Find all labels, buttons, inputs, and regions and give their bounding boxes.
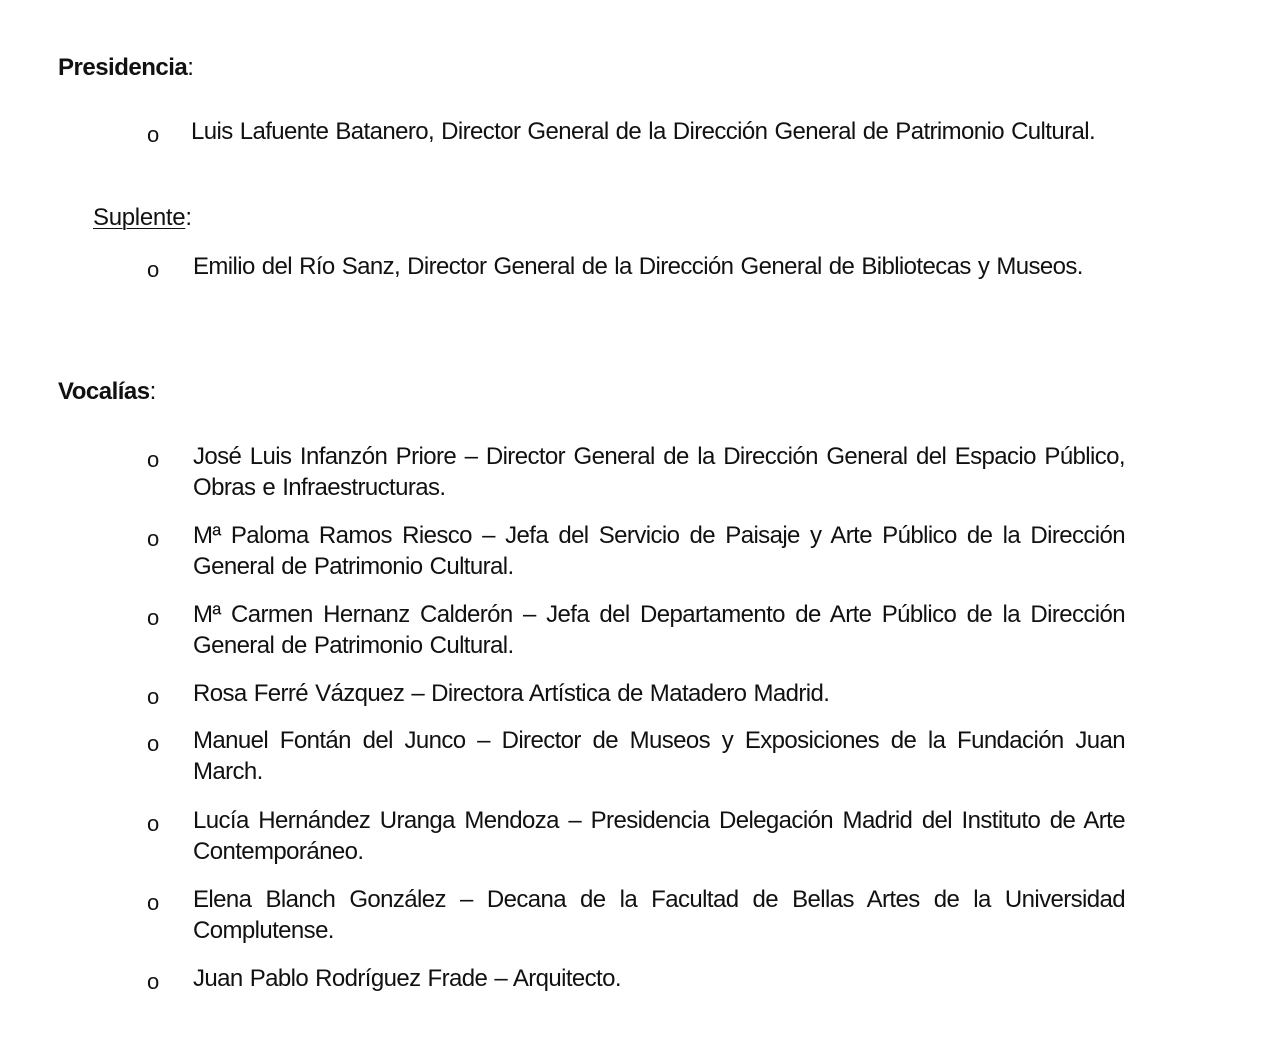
suplente-heading-colon: : xyxy=(185,204,192,231)
suplente-heading-label: Suplente xyxy=(93,204,186,231)
vocalia-entry: Elena Blanch González – Decana de la Facultad de Bellas Artes de la Universidad Complutense. xyxy=(193,886,1125,944)
vocalias-heading xyxy=(58,377,156,407)
presidencia-heading xyxy=(58,53,193,83)
suplente-entry: Emilio del Río Sanz, Director General de la Dirección General de Bibliotecas y Museos. xyxy=(193,253,1083,280)
presidencia-heading-colon: : xyxy=(187,54,194,81)
presidencia-heading-label: Presidencia xyxy=(58,54,188,81)
list-bullet: o xyxy=(147,731,160,756)
vocalia-entry: Mª Carmen Hernanz Calderón – Jefa del Departamento de Arte Público de la Dirección General de Patrimonio Cultural. xyxy=(193,601,1125,659)
vocalias-heading-label: Vocalías xyxy=(58,378,150,405)
list-bullet: o xyxy=(147,257,160,282)
vocalia-entry: Lucía Hernández Uranga Mendoza – Presidencia Delegación Madrid del Instituto de Arte Contemporáneo. xyxy=(193,807,1125,865)
presidencia-entry: Luis Lafuente Batanero, Director General de la Dirección General de Patrimonio Cultural. xyxy=(191,118,1096,145)
vocalia-entry: Rosa Ferré Vázquez – Directora Artística de Matadero Madrid. xyxy=(193,680,830,707)
vocalia-entry: Manuel Fontán del Junco – Director de Museos y Exposiciones de la Fundación Juan March. xyxy=(193,727,1125,785)
list-bullet: o xyxy=(147,890,160,915)
list-bullet: o xyxy=(147,969,160,994)
suplente-heading xyxy=(93,203,192,233)
list-bullet: o xyxy=(147,811,160,836)
vocalia-entry: Mª Paloma Ramos Riesco – Jefa del Servicio de Paisaje y Arte Público de la Dirección General de Patrimonio Cultural. xyxy=(193,522,1125,580)
vocalia-entry: Juan Pablo Rodríguez Frade – Arquitecto. xyxy=(193,965,621,992)
list-bullet: o xyxy=(147,605,160,630)
list-bullet: o xyxy=(147,526,160,551)
vocalias-heading-colon: : xyxy=(149,378,156,405)
vocalia-entry: José Luis Infanzón Priore – Director General de la Dirección General del Espacio Público, Obras e Infraestructuras. xyxy=(193,443,1125,501)
list-bullet: o xyxy=(147,447,160,472)
list-bullet: o xyxy=(147,684,160,709)
list-bullet: o xyxy=(147,122,160,147)
